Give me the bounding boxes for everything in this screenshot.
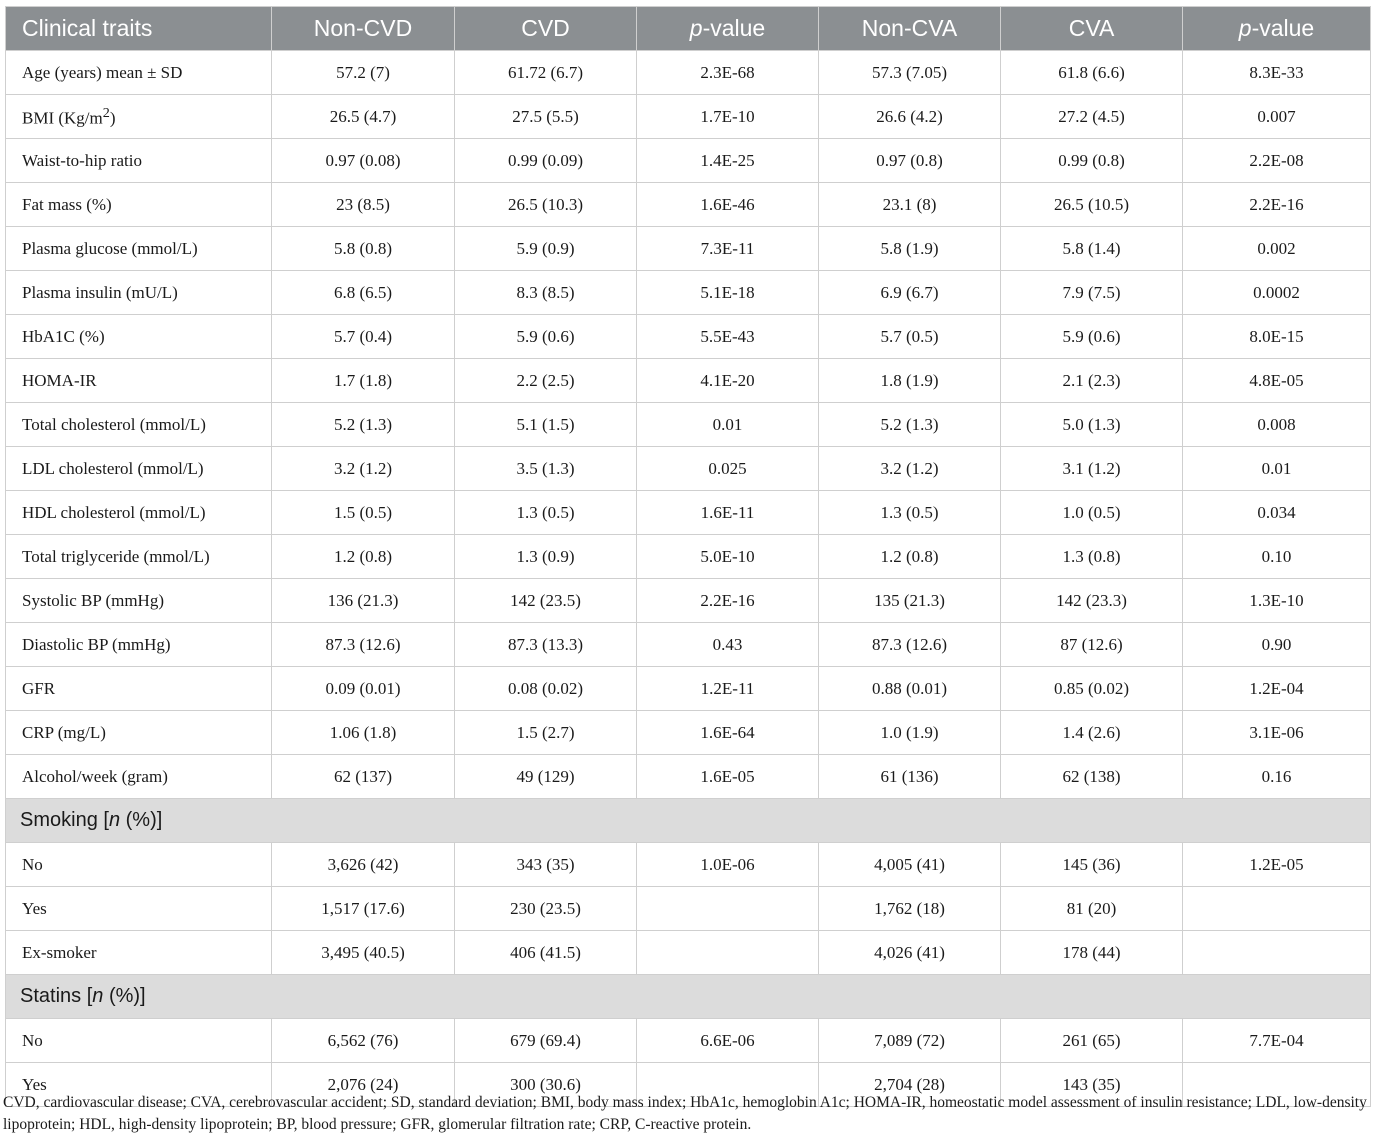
p-value-cell: 4.8E-05 bbox=[1183, 359, 1371, 403]
header-non-cva: Non-CVA bbox=[819, 7, 1001, 51]
cva-cell: 0.85 (0.02) bbox=[1001, 667, 1183, 711]
cva-cell: 62 (138) bbox=[1001, 755, 1183, 799]
non-cvd-cell: 3,495 (40.5) bbox=[272, 931, 455, 975]
non-cvd-cell: 1,517 (17.6) bbox=[272, 887, 455, 931]
non-cva-cell: 7,089 (72) bbox=[819, 1019, 1001, 1063]
cvd-cell: 0.08 (0.02) bbox=[455, 667, 637, 711]
non-cvd-cell: 5.2 (1.3) bbox=[272, 403, 455, 447]
header-p-italic: p bbox=[689, 15, 703, 41]
trait-cell: Total cholesterol (mmol/L) bbox=[6, 403, 272, 447]
p-value-cell: 8.3E-33 bbox=[1183, 51, 1371, 95]
table-row bbox=[6, 1019, 1371, 1063]
trait-text-end: ) bbox=[109, 108, 116, 128]
p-value-cell: 0.008 bbox=[1183, 403, 1371, 447]
p-value-cell bbox=[637, 887, 819, 931]
non-cvd-cell: 3.2 (1.2) bbox=[272, 447, 455, 491]
trait-superscript: 2 bbox=[102, 104, 110, 121]
table-row bbox=[6, 711, 1371, 755]
non-cva-cell: 5.8 (1.9) bbox=[819, 227, 1001, 271]
cva-cell: 26.5 (10.5) bbox=[1001, 183, 1183, 227]
p-value-cell: 1.2E-05 bbox=[1183, 843, 1371, 887]
p-value-cell: 7.3E-11 bbox=[637, 227, 819, 271]
p-value-cell: 0.10 bbox=[1183, 535, 1371, 579]
trait-cell: HbA1C (%) bbox=[6, 315, 272, 359]
trait-cell: Total triglyceride (mmol/L) bbox=[6, 535, 272, 579]
trait-cell: Ex-smoker bbox=[6, 931, 272, 975]
header-p-italic: p bbox=[1238, 15, 1252, 41]
cva-cell: 5.0 (1.3) bbox=[1001, 403, 1183, 447]
p-value-cell: 0.90 bbox=[1183, 623, 1371, 667]
non-cvd-cell: 6,562 (76) bbox=[272, 1019, 455, 1063]
p-value-cell: 1.2E-04 bbox=[1183, 667, 1371, 711]
non-cva-cell: 2,704 (28) bbox=[819, 1063, 1001, 1107]
non-cvd-cell: 2,076 (24) bbox=[272, 1063, 455, 1107]
non-cvd-cell: 1.06 (1.8) bbox=[272, 711, 455, 755]
non-cva-cell: 26.6 (4.2) bbox=[819, 95, 1001, 139]
cvd-cell: 5.9 (0.9) bbox=[455, 227, 637, 271]
non-cvd-cell: 57.2 (7) bbox=[272, 51, 455, 95]
p-value-cell: 1.6E-05 bbox=[637, 755, 819, 799]
cva-cell: 61.8 (6.6) bbox=[1001, 51, 1183, 95]
non-cva-cell: 4,005 (41) bbox=[819, 843, 1001, 887]
header-row bbox=[6, 7, 1371, 51]
trait-cell: CRP (mg/L) bbox=[6, 711, 272, 755]
non-cva-cell: 0.97 (0.8) bbox=[819, 139, 1001, 183]
p-value-cell: 0.007 bbox=[1183, 95, 1371, 139]
cvd-cell: 406 (41.5) bbox=[455, 931, 637, 975]
table-row bbox=[6, 183, 1371, 227]
p-value-cell: 0.025 bbox=[637, 447, 819, 491]
table-row bbox=[6, 579, 1371, 623]
p-value-cell: 1.6E-46 bbox=[637, 183, 819, 227]
p-value-cell: 2.2E-16 bbox=[1183, 183, 1371, 227]
non-cvd-cell: 1.5 (0.5) bbox=[272, 491, 455, 535]
non-cva-cell: 1.0 (1.9) bbox=[819, 711, 1001, 755]
non-cvd-cell: 23 (8.5) bbox=[272, 183, 455, 227]
section-label-italic: n bbox=[108, 809, 121, 831]
non-cva-cell: 5.7 (0.5) bbox=[819, 315, 1001, 359]
non-cvd-cell: 26.5 (4.7) bbox=[272, 95, 455, 139]
cvd-cell: 26.5 (10.3) bbox=[455, 183, 637, 227]
p-value-cell: 0.16 bbox=[1183, 755, 1371, 799]
p-value-cell: 6.6E-06 bbox=[637, 1019, 819, 1063]
header-cvd: CVD bbox=[455, 7, 637, 51]
cva-cell: 2.1 (2.3) bbox=[1001, 359, 1183, 403]
table-row bbox=[6, 271, 1371, 315]
cva-cell: 142 (23.3) bbox=[1001, 579, 1183, 623]
table-row bbox=[6, 403, 1371, 447]
cvd-cell: 61.72 (6.7) bbox=[455, 51, 637, 95]
header-non-cvd: Non-CVD bbox=[272, 7, 455, 51]
trait-cell: HDL cholesterol (mmol/L) bbox=[6, 491, 272, 535]
p-value-cell: 2.3E-68 bbox=[637, 51, 819, 95]
non-cvd-cell: 5.7 (0.4) bbox=[272, 315, 455, 359]
cvd-cell: 49 (129) bbox=[455, 755, 637, 799]
cvd-cell: 27.5 (5.5) bbox=[455, 95, 637, 139]
non-cvd-cell: 5.8 (0.8) bbox=[272, 227, 455, 271]
section-label-text: Smoking [ bbox=[20, 809, 109, 831]
p-value-cell: 1.7E-10 bbox=[637, 95, 819, 139]
table-row bbox=[6, 931, 1371, 975]
trait-cell: Waist-to-hip ratio bbox=[6, 139, 272, 183]
table-row bbox=[6, 623, 1371, 667]
p-value-cell bbox=[1183, 931, 1371, 975]
cvd-cell: 1.5 (2.7) bbox=[455, 711, 637, 755]
header-p-rest: -value bbox=[702, 15, 766, 41]
trait-cell: LDL cholesterol (mmol/L) bbox=[6, 447, 272, 491]
p-value-cell: 0.0002 bbox=[1183, 271, 1371, 315]
cvd-cell: 230 (23.5) bbox=[455, 887, 637, 931]
trait-cell: GFR bbox=[6, 667, 272, 711]
non-cva-cell: 3.2 (1.2) bbox=[819, 447, 1001, 491]
p-value-cell bbox=[1183, 887, 1371, 931]
section-row-statins bbox=[6, 975, 1371, 1019]
cva-cell: 5.8 (1.4) bbox=[1001, 227, 1183, 271]
cva-cell: 1.4 (2.6) bbox=[1001, 711, 1183, 755]
non-cvd-cell: 87.3 (12.6) bbox=[272, 623, 455, 667]
p-value-cell: 1.4E-25 bbox=[637, 139, 819, 183]
trait-cell: Yes bbox=[6, 887, 272, 931]
non-cvd-cell: 6.8 (6.5) bbox=[272, 271, 455, 315]
trait-cell: Diastolic BP (mmHg) bbox=[6, 623, 272, 667]
cva-cell: 27.2 (4.5) bbox=[1001, 95, 1183, 139]
non-cvd-cell: 0.09 (0.01) bbox=[272, 667, 455, 711]
clinical-traits-table bbox=[5, 6, 1371, 1107]
p-value-cell: 0.43 bbox=[637, 623, 819, 667]
non-cva-cell: 0.88 (0.01) bbox=[819, 667, 1001, 711]
cva-cell: 3.1 (1.2) bbox=[1001, 447, 1183, 491]
table-row bbox=[6, 843, 1371, 887]
non-cva-cell: 1.8 (1.9) bbox=[819, 359, 1001, 403]
non-cvd-cell: 62 (137) bbox=[272, 755, 455, 799]
cvd-cell: 1.3 (0.5) bbox=[455, 491, 637, 535]
cva-cell: 145 (36) bbox=[1001, 843, 1183, 887]
cvd-cell: 3.5 (1.3) bbox=[455, 447, 637, 491]
p-value-cell: 1.6E-11 bbox=[637, 491, 819, 535]
non-cva-cell: 57.3 (7.05) bbox=[819, 51, 1001, 95]
trait-cell: No bbox=[6, 1019, 272, 1063]
section-label-statins bbox=[6, 975, 1371, 1019]
cva-cell: 7.9 (7.5) bbox=[1001, 271, 1183, 315]
table-row bbox=[6, 139, 1371, 183]
table-row bbox=[6, 227, 1371, 271]
trait-text: BMI (Kg/m bbox=[22, 108, 103, 128]
table-row bbox=[6, 535, 1371, 579]
trait-cell: Alcohol/week (gram) bbox=[6, 755, 272, 799]
table-row bbox=[6, 667, 1371, 711]
header-p-rest: -value bbox=[1251, 15, 1315, 41]
table-row bbox=[6, 315, 1371, 359]
trait-cell: Plasma insulin (mU/L) bbox=[6, 271, 272, 315]
cvd-cell: 142 (23.5) bbox=[455, 579, 637, 623]
p-value-cell: 3.1E-06 bbox=[1183, 711, 1371, 755]
p-value-cell: 5.1E-18 bbox=[637, 271, 819, 315]
cvd-cell: 300 (30.6) bbox=[455, 1063, 637, 1107]
cvd-cell: 5.1 (1.5) bbox=[455, 403, 637, 447]
non-cva-cell: 1,762 (18) bbox=[819, 887, 1001, 931]
non-cva-cell: 5.2 (1.3) bbox=[819, 403, 1001, 447]
cva-cell: 1.3 (0.8) bbox=[1001, 535, 1183, 579]
p-value-cell bbox=[637, 931, 819, 975]
header-p-value-cva bbox=[1183, 7, 1371, 51]
section-label-text: Statins [ bbox=[20, 985, 93, 1007]
cvd-cell: 2.2 (2.5) bbox=[455, 359, 637, 403]
p-value-cell: 2.2E-08 bbox=[1183, 139, 1371, 183]
section-label-text: (%)] bbox=[103, 985, 146, 1007]
cva-cell: 261 (65) bbox=[1001, 1019, 1183, 1063]
header-p-value-cvd bbox=[637, 7, 819, 51]
p-value-cell: 0.01 bbox=[637, 403, 819, 447]
cva-cell: 87 (12.6) bbox=[1001, 623, 1183, 667]
p-value-cell: 2.2E-16 bbox=[637, 579, 819, 623]
cvd-cell: 0.99 (0.09) bbox=[455, 139, 637, 183]
cva-cell: 143 (35) bbox=[1001, 1063, 1183, 1107]
non-cva-cell: 61 (136) bbox=[819, 755, 1001, 799]
table-row bbox=[6, 95, 1371, 139]
p-value-cell: 1.2E-11 bbox=[637, 667, 819, 711]
cva-cell: 5.9 (0.6) bbox=[1001, 315, 1183, 359]
table-footnote: CVD, cardiovascular disease; CVA, cerebrovascular accident; SD, standard deviation; BMI, body mass index; HbA1c, hemoglobin A1c; HOMA-IR, homeostatic model assessment of insulin resistance; LDL, low-density lipoprotein; HDL, high-density lipoprotein; BP, blood pressure; GFR, glomerular filtration rate; CRP, C-reactive protein. bbox=[3, 1094, 1367, 1133]
p-value-cell: 1.3E-10 bbox=[1183, 579, 1371, 623]
table-row bbox=[6, 359, 1371, 403]
section-label-text: (%)] bbox=[120, 809, 163, 831]
table-row bbox=[6, 887, 1371, 931]
section-row-smoking bbox=[6, 799, 1371, 843]
table-row bbox=[6, 491, 1371, 535]
trait-cell: Fat mass (%) bbox=[6, 183, 272, 227]
non-cvd-cell: 3,626 (42) bbox=[272, 843, 455, 887]
p-value-cell: 1.6E-64 bbox=[637, 711, 819, 755]
p-value-cell: 0.034 bbox=[1183, 491, 1371, 535]
p-value-cell: 7.7E-04 bbox=[1183, 1019, 1371, 1063]
cvd-cell: 1.3 (0.9) bbox=[455, 535, 637, 579]
header-clinical-traits: Clinical traits bbox=[6, 7, 272, 51]
non-cvd-cell: 1.7 (1.8) bbox=[272, 359, 455, 403]
non-cva-cell: 1.3 (0.5) bbox=[819, 491, 1001, 535]
non-cvd-cell: 136 (21.3) bbox=[272, 579, 455, 623]
non-cva-cell: 87.3 (12.6) bbox=[819, 623, 1001, 667]
table-row bbox=[6, 447, 1371, 491]
cva-cell: 0.99 (0.8) bbox=[1001, 139, 1183, 183]
non-cvd-cell: 0.97 (0.08) bbox=[272, 139, 455, 183]
table-row bbox=[6, 755, 1371, 799]
non-cva-cell: 1.2 (0.8) bbox=[819, 535, 1001, 579]
trait-cell: Plasma glucose (mmol/L) bbox=[6, 227, 272, 271]
cva-cell: 81 (20) bbox=[1001, 887, 1183, 931]
cva-cell: 178 (44) bbox=[1001, 931, 1183, 975]
p-value-cell: 4.1E-20 bbox=[637, 359, 819, 403]
cvd-cell: 343 (35) bbox=[455, 843, 637, 887]
section-label-italic: n bbox=[92, 985, 104, 1007]
cvd-cell: 87.3 (13.3) bbox=[455, 623, 637, 667]
trait-cell: HOMA-IR bbox=[6, 359, 272, 403]
section-label-smoking bbox=[6, 799, 1371, 843]
cvd-cell: 5.9 (0.6) bbox=[455, 315, 637, 359]
trait-cell: Age (years) mean ± SD bbox=[6, 51, 272, 95]
p-value-cell: 0.002 bbox=[1183, 227, 1371, 271]
table-row bbox=[6, 51, 1371, 95]
cvd-cell: 8.3 (8.5) bbox=[455, 271, 637, 315]
trait-cell: No bbox=[6, 843, 272, 887]
non-cva-cell: 135 (21.3) bbox=[819, 579, 1001, 623]
non-cva-cell: 4,026 (41) bbox=[819, 931, 1001, 975]
non-cva-cell: 6.9 (6.7) bbox=[819, 271, 1001, 315]
p-value-cell: 8.0E-15 bbox=[1183, 315, 1371, 359]
p-value-cell: 1.0E-06 bbox=[637, 843, 819, 887]
non-cva-cell: 23.1 (8) bbox=[819, 183, 1001, 227]
cva-cell: 1.0 (0.5) bbox=[1001, 491, 1183, 535]
header-cva: CVA bbox=[1001, 7, 1183, 51]
trait-cell bbox=[6, 95, 272, 139]
trait-cell: Yes bbox=[6, 1063, 272, 1107]
p-value-cell: 0.01 bbox=[1183, 447, 1371, 491]
trait-cell: Systolic BP (mmHg) bbox=[6, 579, 272, 623]
p-value-cell: 5.0E-10 bbox=[637, 535, 819, 579]
non-cvd-cell: 1.2 (0.8) bbox=[272, 535, 455, 579]
cvd-cell: 679 (69.4) bbox=[455, 1019, 637, 1063]
p-value-cell: 5.5E-43 bbox=[637, 315, 819, 359]
